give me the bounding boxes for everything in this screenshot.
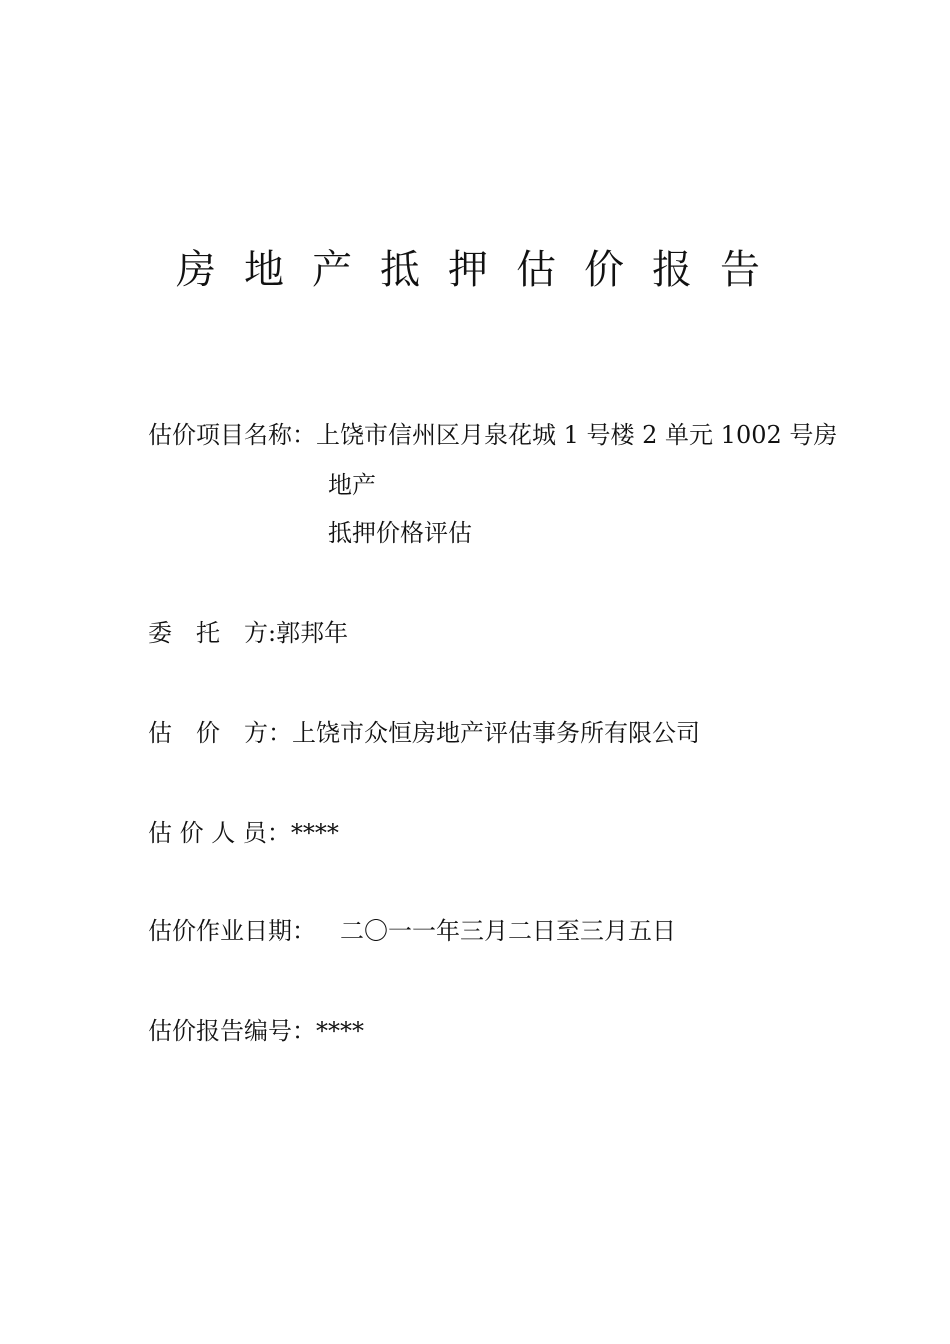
appraiser-field bbox=[148, 708, 700, 758]
staff-field bbox=[148, 808, 339, 858]
appraiser-label: 估 价 方： bbox=[148, 719, 292, 747]
project-name-label: 估价项目名称： bbox=[148, 421, 316, 449]
client-value: 郭邦年 bbox=[276, 619, 349, 647]
work-date-field bbox=[148, 906, 676, 956]
project-name-value-line1: 上饶市信州区月泉花城 1 号楼 2 单元 1002 号房 bbox=[316, 421, 838, 449]
client-label: 委 托 方: bbox=[148, 619, 277, 647]
work-date-value: 二〇一一年三月二日至三月五日 bbox=[340, 917, 676, 945]
project-name-field bbox=[148, 410, 837, 460]
project-name-value-line3: 抵押价格评估 bbox=[328, 519, 472, 547]
staff-value: **** bbox=[290, 819, 339, 847]
project-name-value-line2: 地产 bbox=[328, 471, 376, 499]
work-date-label: 估价作业日期： bbox=[148, 917, 316, 945]
report-number-value: **** bbox=[316, 1017, 364, 1045]
appraiser-value: 上饶市众恒房地产评估事务所有限公司 bbox=[292, 719, 700, 747]
report-number-field bbox=[148, 1006, 364, 1056]
client-field bbox=[148, 608, 348, 658]
staff-label: 估 价 人 员： bbox=[148, 819, 291, 847]
report-title: 房地产抵押估价报告 bbox=[176, 247, 788, 293]
report-number-label: 估价报告编号： bbox=[148, 1017, 316, 1045]
